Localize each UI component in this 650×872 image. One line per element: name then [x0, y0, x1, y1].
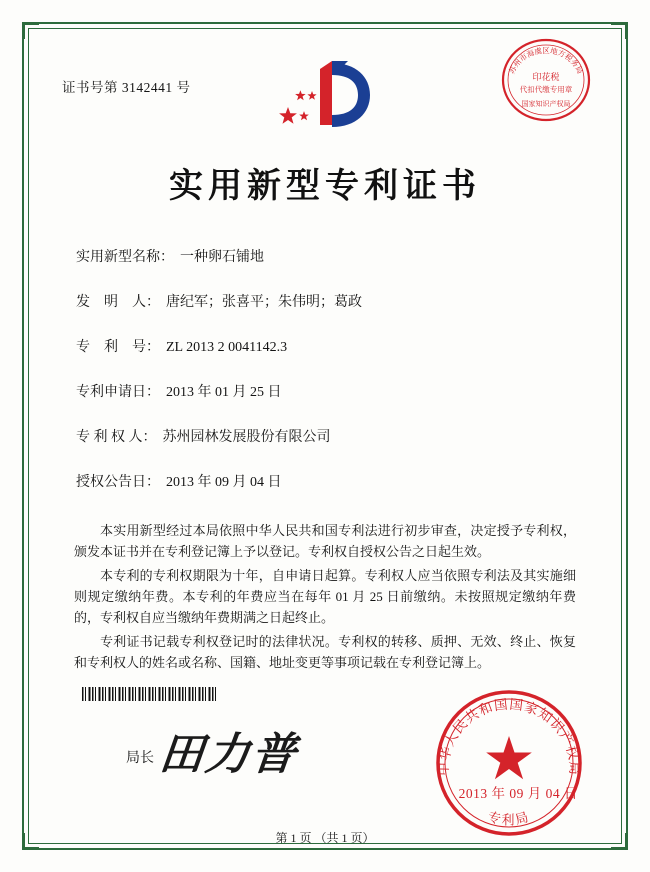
tax-stamp-seal: [500, 34, 592, 126]
body-paragraph: 本专利的专利权期限为十年，自申请日起算。专利权人应当依照专利法及其实施细则规定缴纳年费。本专利的年费应当在每年 01 月 25 日前缴纳。未按照规定缴纳年费的，专利权自应当缴纳年费期满之日起终止。: [74, 568, 576, 625]
field-list: [76, 246, 576, 516]
cnipa-emblem-icon: [270, 55, 380, 141]
field-label: 专 利 权 人：: [76, 430, 157, 445]
national-ip-office-seal: [434, 688, 584, 838]
corner-ornament-top-left: [24, 24, 39, 39]
svg-text:苏州市海虞区地方税务局: 苏州市海虞区地方税务局: [507, 46, 585, 76]
body-text: [74, 520, 576, 676]
field-value: 2013 年 09 月 04 日: [166, 475, 282, 490]
body-paragraph: 专利证书记载专利权登记时的法律状况。专利权的转移、质押、无效、终止、恢复和专利权人的姓名或名称、国籍、地址变更等事项记载在专利登记簿上。: [74, 634, 576, 670]
corner-ornament-top-right: [611, 24, 626, 39]
certificate-number: 证书号第 3142441 号: [62, 80, 191, 95]
field-value: ZL 2013 2 0041142.3: [166, 340, 288, 355]
director-label: 局长: [126, 751, 154, 766]
barcode: [82, 687, 217, 701]
svg-text:印花税: 印花税: [532, 72, 560, 82]
svg-text:专利局: 专利局: [486, 808, 532, 828]
field-value: 一种卵石铺地: [180, 250, 264, 265]
field-label: 实用新型名称：: [76, 250, 174, 265]
svg-text:中华人民共和国国家知识产权局: 中华人民共和国国家知识产权局: [435, 696, 583, 776]
field-row: [76, 336, 576, 356]
svg-text:国家知识产权局: 国家知识产权局: [521, 100, 571, 108]
body-paragraph: 本实用新型经过本局依照中华人民共和国专利法进行初步审查，决定授予专利权，颁发本证书并在专利登记簿上予以登记。专利权自授权公告之日起生效。: [74, 523, 576, 559]
field-label: 专利申请日：: [76, 385, 160, 400]
field-row: [76, 381, 576, 401]
svg-text:代扣代缴专用章: 代扣代缴专用章: [519, 85, 573, 94]
field-row: [76, 291, 576, 311]
seal-date: 2013 年 09 月 04 日: [458, 786, 578, 801]
field-value: 苏州园林发展股份有限公司: [162, 430, 331, 445]
field-value: 2013 年 01 月 25 日: [166, 385, 282, 400]
field-row: [76, 426, 576, 446]
field-label: 发 明 人：: [76, 295, 160, 310]
field-label: 授权公告日：: [76, 475, 160, 490]
field-row: [76, 246, 576, 266]
page-title: 实用新型专利证书: [169, 168, 481, 205]
field-label: 专 利 号：: [76, 340, 160, 355]
field-value: 唐纪军；张喜平；朱伟明；葛政: [166, 295, 362, 310]
page-footer: 第 1 页 （共 1 页）: [275, 831, 375, 845]
director-signature: 田力普: [156, 730, 301, 779]
field-row: [76, 471, 576, 491]
